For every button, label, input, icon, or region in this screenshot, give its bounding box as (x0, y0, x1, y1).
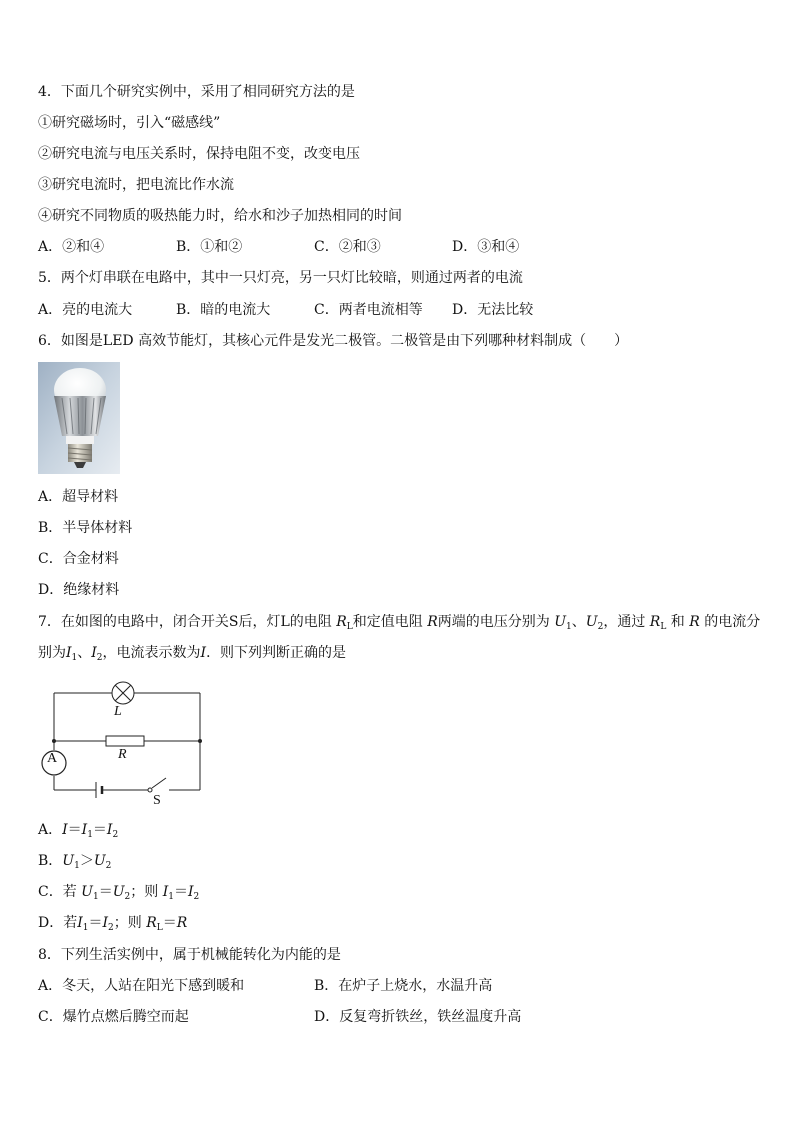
q6-option-b: B．半导体材料 (38, 520, 133, 536)
q7-option-c: C．若 $U_1=U_2$；则 $I_1=I_2$ (38, 884, 200, 902)
q8-option-a: A．冬天，人站在阳光下感到暖和 (38, 978, 245, 994)
q4-option-a: A．②和④ (38, 239, 105, 255)
q8-stem: 8．下列生活实例中，属于机械能转化为内能的是 (38, 947, 341, 963)
led-bulb-image (38, 362, 120, 474)
resistor-icon (106, 736, 144, 746)
q7-option-d: D．若$I_1=I_2$；则 $R_L=R$ (38, 915, 188, 933)
q4-stem: 4．下面几个研究实例中，采用了相同研究方法的是 (38, 84, 355, 100)
circuit-diagram (38, 680, 208, 808)
switch-label: S (153, 793, 161, 808)
q4-option-b: B．①和② (176, 239, 243, 255)
q7-option-b: B．$U_1>U_2$ (38, 853, 112, 871)
q7-option-a: A．$I=I_1=I_2$ (38, 822, 119, 840)
q8-option-d: D．反复弯折铁丝，铁丝温度升高 (314, 1009, 522, 1025)
q4-item-3: ③研究电流时，把电流比作水流 (38, 177, 234, 193)
q4-item-4: ④研究不同物质的吸热能力时，给水和沙子加热相同的时间 (38, 208, 402, 224)
q7-stem-line-2: 别为$I_1$、$I_2$，电流表示数为I．则下列判断正确的是 (38, 645, 347, 663)
q4-option-c: C．②和③ (314, 239, 381, 255)
resistor-label: R (118, 747, 127, 762)
q7-stem-line-1: 7．在如图的电路中，闭合开关S后，灯L的电阻 $R_L$和定值电阻 R两端的电压分别为 $U_1$、$U_2$，通过 $R_L$ 和 R 的电流分 (38, 614, 761, 632)
junction-dot (198, 739, 202, 743)
q6-stem: 6．如图是LED 高效节能灯，其核心元件是发光二极管。二极管是由下列哪种材料制成（ ） (38, 333, 629, 349)
q5-option-d: D．无法比较 (452, 302, 534, 318)
led-bulb-icon (38, 362, 120, 474)
q5-option-b: B．暗的电流大 (176, 302, 271, 318)
junction-dot (52, 739, 56, 743)
q8-option-c: C．爆竹点燃后腾空而起 (38, 1009, 189, 1025)
lamp-label: L (114, 704, 122, 719)
q4-item-2: ②研究电流与电压关系时，保持电阻不变，改变电压 (38, 146, 360, 162)
ammeter-label: A (47, 751, 58, 766)
q6-option-c: C．合金材料 (38, 551, 119, 567)
lamp-icon (112, 682, 134, 704)
switch-icon (148, 788, 152, 792)
q6-option-d: D．绝缘材料 (38, 582, 120, 598)
battery-icon (96, 782, 102, 798)
q4-item-1: ①研究磁场时，引入“磁感线” (38, 115, 221, 131)
q5-stem: 5．两个灯串联在电路中，其中一只灯亮，另一只灯比较暗，则通过两者的电流 (38, 270, 523, 286)
q4-option-d: D．③和④ (452, 239, 520, 255)
q6-option-a: A．超导材料 (38, 489, 119, 505)
q5-option-a: A．亮的电流大 (38, 302, 133, 318)
q5-option-c: C．两者电流相等 (314, 302, 423, 318)
q8-option-b: B．在炉子上烧水，水温升高 (314, 978, 493, 994)
